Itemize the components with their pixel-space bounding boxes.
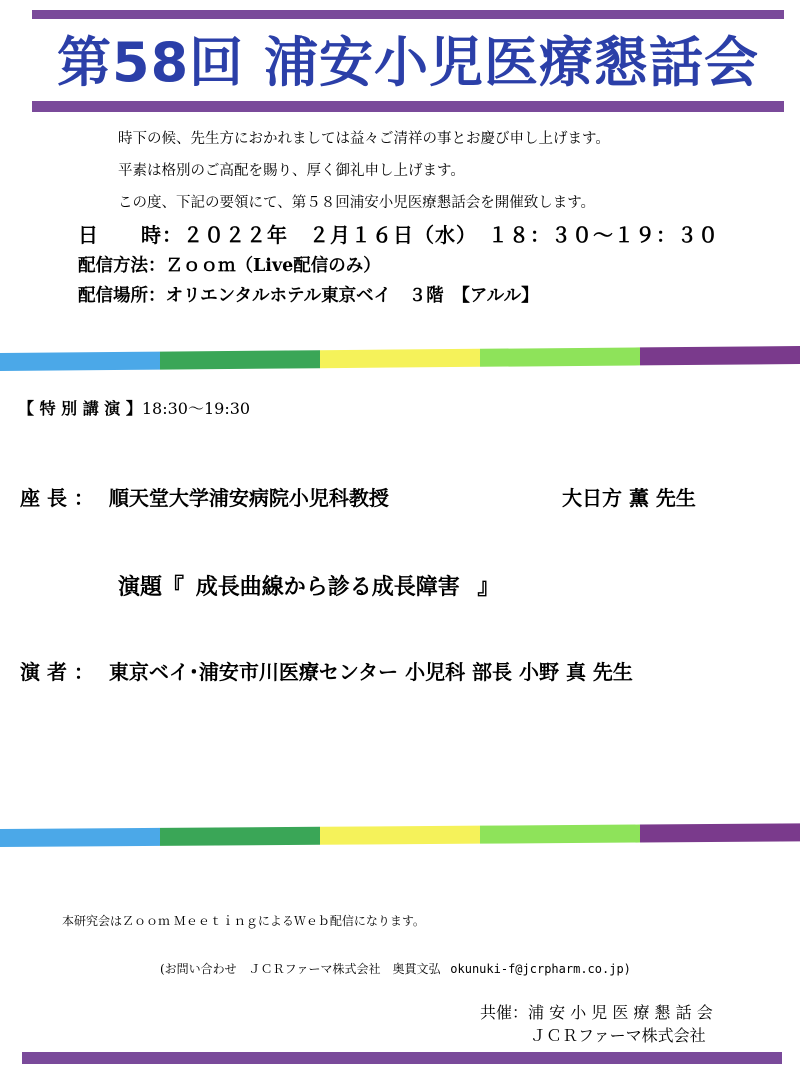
datetime-label: 日 時：	[78, 223, 183, 247]
contact-email: okunuki-f@jcrpharm.co.jp)	[450, 962, 631, 976]
place-label: 配信場所：	[78, 286, 166, 306]
sponsor-1: 浦 安 小 児 医 療 懇 話 会	[528, 1003, 713, 1022]
intro-line-2: 平素は格別のご高配を賜り、厚く御礼申し上げます。	[118, 163, 465, 179]
intro-line-1: 時下の候、先生方におかれましては益々ご清祥の事とお慶び申し上げます。	[118, 131, 610, 147]
stripe-segment-purple	[640, 346, 800, 365]
datetime-value: ２０２２年 ２月１６日（水） １８：３０～１９：３０	[183, 223, 719, 247]
speaker-row	[20, 656, 633, 685]
sponsor-label: 共催：	[480, 1003, 529, 1022]
topic-title: 成長曲線から診る成長障害	[195, 574, 460, 600]
chair-label: 座 長 ：	[20, 486, 94, 510]
intro-line-3: この度、下記の要領にて、第５８回浦安小児医療懇話会を開催致します。	[118, 195, 596, 211]
bottom-bar	[22, 1052, 782, 1064]
chair-affiliation: 順天堂大学浦安病院小児科教授	[108, 486, 389, 510]
event-place	[78, 282, 539, 307]
contact-line	[160, 960, 631, 977]
place-value: オリエンタルホテル東京ベイ ３階 【アルル】	[165, 286, 539, 306]
chair-row	[20, 482, 389, 511]
stripe-segment-lightgreen	[480, 347, 640, 366]
page-title: 第58回 浦安小児医療懇話会	[57, 31, 759, 94]
color-stripe-bottom	[0, 823, 800, 847]
color-stripe-top	[0, 346, 800, 371]
topic-row	[118, 570, 499, 601]
stripe-segment-purple	[640, 823, 800, 842]
stripe-segment-blue	[0, 352, 160, 371]
top-bar-upper	[32, 10, 784, 19]
event-datetime	[78, 219, 719, 248]
topic-label: 演題『	[118, 574, 185, 600]
stripe-segment-green	[160, 827, 320, 846]
contact-prefix: (お問い合わせ ＪＣＲファーマ株式会社 奥貫文弘	[160, 962, 441, 976]
sponsor-line-1	[480, 1000, 713, 1023]
event-method	[78, 252, 381, 277]
zoom-note: 本研究会はＺｏｏｍ ＭｅｅｔｉｎｇによるＷｅｂ配信になります。	[62, 914, 425, 928]
method-label: 配信方法：	[78, 256, 166, 276]
speaker-label: 演 者 ：	[20, 660, 94, 684]
method-value: Ｚｏｏｍ（Live配信のみ）	[165, 256, 381, 276]
lecture-heading-label: 【 特 別 講 演 】	[18, 399, 142, 418]
stripe-segment-lightgreen	[480, 825, 640, 844]
sponsor-2: ＪＣＲファーマ株式会社	[530, 1026, 706, 1045]
lecture-time: 18:30～19:30	[141, 399, 251, 418]
stripe-segment-yellow	[320, 826, 480, 845]
top-bar-lower	[32, 101, 784, 112]
topic-close: 』	[477, 574, 500, 600]
stripe-segment-blue	[0, 828, 160, 847]
speaker-text: 東京ベイ･浦安市川医療センター 小児科 部長 小野 真 先生	[108, 660, 633, 684]
chair-name: 大日方 薫 先生	[562, 486, 696, 510]
lecture-heading	[18, 396, 250, 419]
stripe-segment-yellow	[320, 349, 480, 368]
stripe-segment-green	[160, 350, 320, 369]
